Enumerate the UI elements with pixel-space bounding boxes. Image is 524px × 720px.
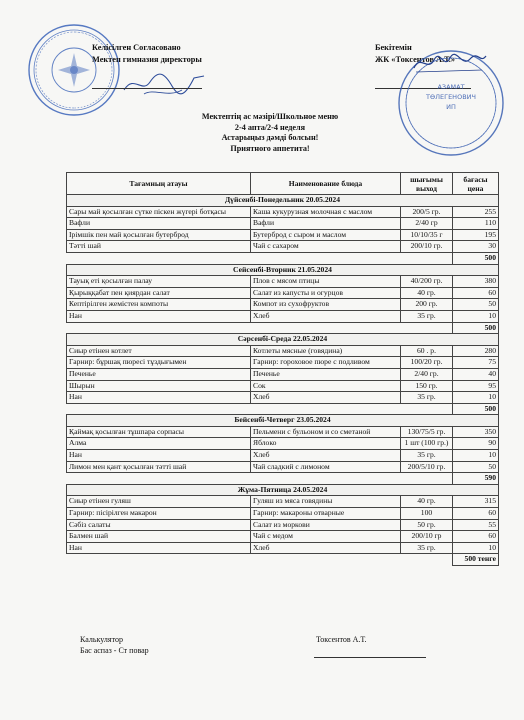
dish-ru: Компот из сухофруктов — [251, 299, 401, 311]
dish-price: 10 — [453, 392, 499, 404]
footer-roles — [80, 634, 149, 656]
approver-signature — [410, 50, 490, 76]
day-title: Жұма-Пятница 24.05.2024 — [67, 484, 499, 496]
dish-kz: Тауық еті қосылған палау — [67, 276, 251, 288]
dish-yield: 40 гр. — [401, 496, 453, 508]
dish-yield: 1 шт (100 гр.) — [401, 438, 453, 450]
table-row — [67, 380, 499, 392]
dish-price: 95 — [453, 380, 499, 392]
dish-price: 280 — [453, 345, 499, 357]
dish-ru: Каша кукурузная молочная с маслом — [251, 206, 401, 218]
entrepreneur-label: ЖК «Токсентов А.Т.» — [375, 54, 456, 64]
col-header-yield — [401, 173, 453, 195]
dish-price: 90 — [453, 438, 499, 450]
dish-kz: Алма — [67, 438, 251, 450]
menu-title — [150, 112, 390, 154]
stamp-text-1: АЗАМАТ — [437, 83, 465, 91]
table-row — [67, 461, 499, 473]
dish-kz: Гарнир: пісірілген макарон — [67, 508, 251, 520]
dish-price: 255 — [453, 206, 499, 218]
dish-yield: 100/20 гр. — [401, 357, 453, 369]
col-header-price-kz: бағасы — [463, 174, 488, 184]
day-total: 500 — [453, 403, 499, 415]
table-row — [67, 310, 499, 322]
stamp-text-3: ИП — [446, 103, 456, 111]
dish-kz: Нан — [67, 310, 251, 322]
dish-yield: 35 гр. — [401, 542, 453, 554]
dish-yield: 200/5 гр. — [401, 206, 453, 218]
dish-price: 75 — [453, 357, 499, 369]
table-row — [67, 542, 499, 554]
dish-yield: 150 гр. — [401, 380, 453, 392]
dish-price: 60 — [453, 531, 499, 543]
stamp-text-2: ТӨЛЕГЕНОВИЧ — [426, 93, 476, 101]
title-line-1: Мектептің ас мәзірі/Школьное меню — [201, 112, 339, 121]
table-row — [67, 496, 499, 508]
dish-yield: 60 . р. — [401, 345, 453, 357]
table-row — [67, 438, 499, 450]
dish-yield: 2/40 гр — [401, 218, 453, 230]
dish-ru: Хлеб — [251, 392, 401, 404]
dish-yield: 35 гр. — [401, 310, 453, 322]
dish-kz: Лимон мен қант қосылған тәтті шай — [67, 461, 251, 473]
dish-yield: 35 гр. — [401, 392, 453, 404]
dish-yield: 130/75/5 гр. — [401, 426, 453, 438]
table-row — [67, 345, 499, 357]
day-title-row — [67, 334, 499, 346]
dish-price: 30 — [453, 241, 499, 253]
footer-signer: Токсентов А.Т. — [316, 635, 367, 644]
table-row — [67, 426, 499, 438]
dish-kz: Нан — [67, 392, 251, 404]
table-row — [67, 206, 499, 218]
agreed-label: Келісілген Согласовано — [92, 43, 181, 52]
day-title-row — [67, 484, 499, 496]
day-title: Сейсенбі-Вторник 21.05.2024 — [67, 264, 499, 276]
dish-price: 315 — [453, 496, 499, 508]
dish-kz: Қырыққабат пен қиярдан салат — [67, 287, 251, 299]
dish-price: 10 — [453, 450, 499, 462]
dish-price: 195 — [453, 229, 499, 241]
dish-kz: Печенье — [67, 368, 251, 380]
dish-kz: Тәтті шай — [67, 241, 251, 253]
title-line-4: Приятного аппетита! — [230, 143, 310, 153]
dish-yield: 100 — [401, 508, 453, 520]
dish-kz: Гарнир: бұршақ пюресі тұздығымен — [67, 357, 251, 369]
calculator-role: Калькулятор — [80, 635, 123, 644]
dish-ru: Салат из моркови — [251, 519, 401, 531]
day-total: 500 — [453, 252, 499, 264]
menu-table — [66, 172, 499, 566]
dish-yield: 40/200 гр. — [401, 276, 453, 288]
dish-ru: Бутерброд с сыром и маслом — [251, 229, 401, 241]
dish-price: 60 — [453, 287, 499, 299]
table-row — [67, 299, 499, 311]
col-header-yield-ru: выход — [416, 183, 437, 193]
dish-price: 10 — [453, 542, 499, 554]
dish-ru: Печенье — [251, 368, 401, 380]
col-header-name-kz: Тағамның атауы — [67, 173, 251, 195]
dish-kz: Нан — [67, 542, 251, 554]
day-total-row — [67, 252, 499, 264]
day-total: 500 тенге — [453, 554, 499, 566]
table-row — [67, 450, 499, 462]
dish-yield: 200 гр. — [401, 299, 453, 311]
dish-kz: Нан — [67, 450, 251, 462]
dish-ru: Гуляш из мяса говядины — [251, 496, 401, 508]
dish-kz: Сиыр етінен котлет — [67, 345, 251, 357]
day-title-row — [67, 415, 499, 427]
chef-role: Бас аспаз - Ст повар — [80, 646, 149, 655]
dish-yield: 10/10/35 г — [401, 229, 453, 241]
dish-ru: Чай с сахаром — [251, 241, 401, 253]
table-row — [67, 519, 499, 531]
table-row — [67, 368, 499, 380]
dish-kz: Сары май қосылған сүтке піскен жүгері ботқасы — [67, 206, 251, 218]
dish-kz: Вафли — [67, 218, 251, 230]
dish-yield: 200/10 гр — [401, 531, 453, 543]
dish-kz: Балмен шай — [67, 531, 251, 543]
dish-ru: Плов с мясом птицы — [251, 276, 401, 288]
dish-ru: Хлеб — [251, 310, 401, 322]
table-row — [67, 508, 499, 520]
day-total: 590 — [453, 473, 499, 485]
table-row — [67, 531, 499, 543]
dish-price: 60 — [453, 508, 499, 520]
day-title-row — [67, 264, 499, 276]
approve-label: Бекітемін — [375, 43, 412, 52]
dish-ru: Хлеб — [251, 450, 401, 462]
dish-ru: Сок — [251, 380, 401, 392]
dish-yield: 35 гр. — [401, 450, 453, 462]
table-row — [67, 276, 499, 288]
dish-ru: Салат из капусты и огурцов — [251, 287, 401, 299]
dish-kz: Ірімшік пен май қосылған бутерброд — [67, 229, 251, 241]
dish-ru: Пельмени с бульоном и со сметаной — [251, 426, 401, 438]
dish-price: 40 — [453, 368, 499, 380]
day-total-row — [67, 473, 499, 485]
dish-kz: Кептірілген жемістен компоты — [67, 299, 251, 311]
day-title: Дүйсенбі-Понедельник 20.05.2024 — [67, 195, 499, 207]
dish-ru: Яблоко — [251, 438, 401, 450]
dish-yield: 200/5/10 гр. — [401, 461, 453, 473]
dish-ru: Хлеб — [251, 542, 401, 554]
dish-yield: 2/40 гр. — [401, 368, 453, 380]
dish-ru: Вафли — [251, 218, 401, 230]
dish-price: 55 — [453, 519, 499, 531]
dish-ru: Чай с медом — [251, 531, 401, 543]
dish-yield: 200/10 гр. — [401, 241, 453, 253]
director-signature — [120, 64, 210, 104]
dish-kz: Қаймақ қосылған тұшпара сорпасы — [67, 426, 251, 438]
dish-ru: Гарнир: макароны отварные — [251, 508, 401, 520]
dish-price: 380 — [453, 276, 499, 288]
dish-ru: Гарнир: гороховое пюре с подливом — [251, 357, 401, 369]
dish-yield: 50 гр. — [401, 519, 453, 531]
dish-price: 50 — [453, 461, 499, 473]
table-row — [67, 229, 499, 241]
dish-price: 110 — [453, 218, 499, 230]
dish-ru: Чай сладкий с лимоном — [251, 461, 401, 473]
dish-price: 10 — [453, 310, 499, 322]
left-signature-line — [92, 88, 202, 89]
table-row — [67, 287, 499, 299]
table-row — [67, 392, 499, 404]
col-header-yield-kz: шығымы — [410, 174, 443, 184]
title-line-2: 2-4 апта/2-4 неделя — [234, 122, 306, 132]
dish-price: 350 — [453, 426, 499, 438]
table-row — [67, 357, 499, 369]
dish-ru: Котлеты мясные (говядина) — [251, 345, 401, 357]
table-row — [67, 241, 499, 253]
dish-yield: 40 гр. — [401, 287, 453, 299]
col-header-price-ru: цена — [467, 183, 484, 193]
dish-kz: Сәбіз салаты — [67, 519, 251, 531]
col-header-name-ru: Наименование блюда — [251, 173, 401, 195]
dish-kz: Шырын — [67, 380, 251, 392]
footer-signature-line — [314, 657, 426, 658]
table-row — [67, 218, 499, 230]
day-title: Бейсенбі-Четверг 23.05.2024 — [67, 415, 499, 427]
day-total-row — [67, 554, 499, 566]
title-line-3: Астарыңыз дәмді болсын! — [221, 133, 319, 142]
day-title-row — [67, 195, 499, 207]
day-total-row — [67, 322, 499, 334]
day-title: Сәрсенбі-Среда 22.05.2024 — [67, 334, 499, 346]
day-total-row — [67, 403, 499, 415]
school-seal-stamp — [24, 20, 124, 120]
approval-left-header — [92, 42, 202, 65]
dish-price: 50 — [453, 299, 499, 311]
col-header-price — [453, 173, 499, 195]
day-total: 500 — [453, 322, 499, 334]
table-header-row — [67, 173, 499, 195]
dish-kz: Сиыр етінен гуляш — [67, 496, 251, 508]
director-label: Мектеп гимназия директоры — [92, 54, 202, 64]
